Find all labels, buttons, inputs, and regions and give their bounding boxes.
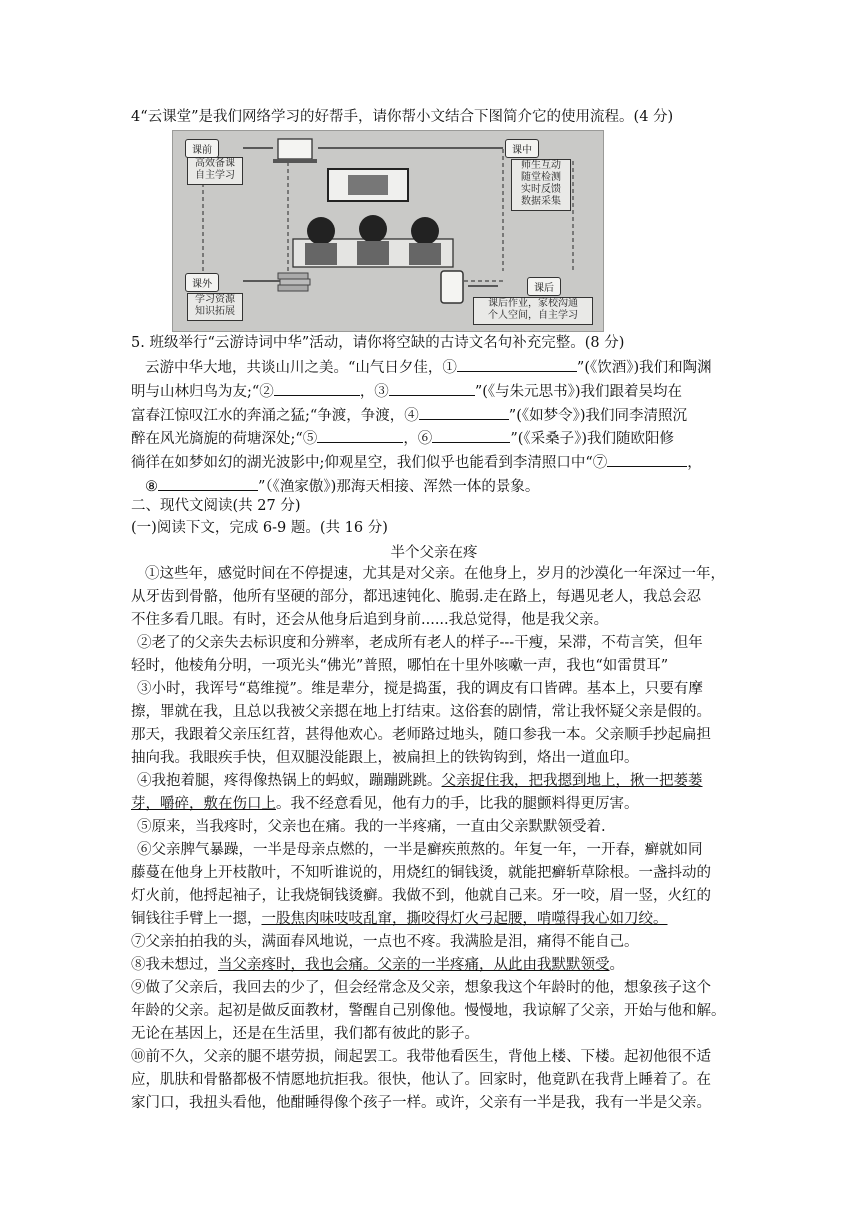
underlined-text: 父亲捉住我，把我摁到地上，揪一把蒌蒌 xyxy=(441,773,703,789)
q5-text: ”(《饮酒》)我们和陶渊 xyxy=(576,360,712,376)
stage-before-line-1: 高效备课 xyxy=(195,158,235,169)
stage-during-line-2: 随堂检测 xyxy=(521,172,561,183)
blank-7[interactable] xyxy=(607,452,687,467)
paragraph-line: ⑦父亲拍拍我的头，满面春风地说，一点也不疼。我满脸是泪，痛得不能自己。 xyxy=(131,934,639,950)
q5-text: ”(《与朱元思书》)我们跟着吴均在 xyxy=(474,384,683,400)
paragraph-line: 藤蔓在他身上开枝散叶，不知听谁说的，用烧红的铜钱烫，就能把癣斩草除根。一盏抖动的 xyxy=(131,865,711,881)
question-4: 4“云课堂”是我们网络学习的好帮手，请你帮小文结合下图简介它的使用流程。(4 分) xyxy=(131,109,674,125)
stage-before-line-2: 自主学习 xyxy=(195,170,235,181)
paragraph-line: ⑨做了父亲后，我回去的少了，但会经常念及父亲，想象我这个年龄时的他，想象孩子这个 xyxy=(131,980,711,996)
paragraph-line: ⑤原来，当我疼时，父亲也在痛。我的一半疼痛，一直由父亲默默领受着. xyxy=(137,819,606,835)
paragraph-line: ②老了的父亲失去标识度和分辨率，老成所有老人的样子---干瘦，呆滞，不苟言笑，但年 xyxy=(137,635,703,651)
paragraph-line: 无论在基因上，还是在生活里，我们都有彼此的影子。 xyxy=(131,1026,479,1042)
paragraph-line: 灯火前，他捋起袖子，让我烧铜钱烫癣。我做不到，他就自己来。牙一咬，眉一竖，火红的 xyxy=(131,888,711,904)
cloud-classroom-figure xyxy=(172,130,604,332)
blank-8[interactable] xyxy=(158,476,258,491)
paragraph-line: ⑩前不久，父亲的腿不堪劳损，闹起罢工。我带他看医生，背他上楼、下楼。起初他很不适 xyxy=(131,1049,711,1065)
q5-line-6 xyxy=(145,476,539,496)
stage-extra-label: 课外 xyxy=(185,273,219,292)
paragraph-line: ⑥父亲脾气暴躁，一半是母亲点燃的，一半是癣疾煎熬的。年复一年，一开春，癣就如同 xyxy=(137,842,703,858)
stage-before-label: 课前 xyxy=(185,139,219,158)
underlined-text: 当父亲疼时，我也会痛。父亲的一半疼痛，从此由我默默领受 xyxy=(218,957,610,973)
text-run: 。 xyxy=(609,957,624,973)
stage-before-box xyxy=(187,157,243,185)
q5-text: ”(《如梦令》)我们同李清照沉 xyxy=(508,408,688,424)
paragraph-line: ①这些年，感觉时间在不停提速，尤其是对父亲。在他身上，岁月的沙漠化一年深过一年， xyxy=(145,566,725,582)
section-2-heading: 二、现代文阅读(共 27 分) xyxy=(131,498,301,514)
blank-6[interactable] xyxy=(432,428,510,443)
q5-text: 徜徉在如梦如幻的湖光波影中;仰观星空，我们似乎也能看到李清照口中“⑦ xyxy=(131,455,608,471)
underlined-text: 一股焦肉味吱吱乱窜，撕咬得灯火弓起腰，啃噬得我心如刀绞。 xyxy=(261,911,668,927)
stage-after-label: 课后 xyxy=(527,277,561,296)
stage-extra-line-1: 学习资源 xyxy=(195,294,235,305)
blank-3[interactable] xyxy=(389,381,475,396)
paragraph-line: ③小时，我诨号“葛维搅”。维是辈分，搅是捣蛋，我的调皮有口皆碑。基本上，只要有摩 xyxy=(137,681,703,697)
q5-line-5 xyxy=(131,452,702,472)
q5-line-4 xyxy=(131,428,674,448)
stage-after-line-1: 课后作业，家校沟通 xyxy=(488,298,578,309)
paragraph-line: 抽向我。我眼疾手快，但双腿没能跟上，被扁担上的铁钩钩到，烙出一道血印。 xyxy=(131,750,639,766)
section-2-subheading: (一)阅读下文，完成 6-9 题。(共 16 分) xyxy=(131,520,388,536)
essay-title: 半个父亲在疼 xyxy=(390,545,478,561)
q5-line-1 xyxy=(145,357,712,377)
blank-1[interactable] xyxy=(457,357,577,372)
stage-during-box xyxy=(511,159,571,211)
paragraph-line: 轻时，他棱角分明，一项光头“佛光”普照，哪怕在十里外咳嗽一声，我也“如雷贯耳” xyxy=(131,658,669,674)
q5-text: 云游中华大地，共谈山川之美。“山气日夕佳，① xyxy=(145,360,457,376)
stage-extra-box xyxy=(187,293,243,321)
q5-line-3 xyxy=(131,405,687,425)
paragraph-line: 家门口，我扭头看他，他酣睡得像个孩子一样。或许，父亲有一半是我，我有一半是父亲。 xyxy=(131,1095,711,1111)
q5-text: ， xyxy=(687,455,702,471)
q5-text: 明与山林归鸟为友;“② xyxy=(131,384,274,400)
paragraph-line: 不住多看几眼。有时，还会从他身后追到身前......我总觉得，他是我父亲。 xyxy=(131,612,609,628)
stage-during-line-3: 实时反馈 xyxy=(521,184,561,195)
paragraph-line: 擦，罪就在我，且总以我被父亲摁在地上打结束。这俗套的剧情，常让我怀疑父亲是假的。 xyxy=(131,704,711,720)
paragraph-line: 应，肌肤和骨骼都极不情愿地抗拒我。很快，他认了。回家时，他竟趴在我背上睡着了。在 xyxy=(131,1072,711,1088)
q5-text: ”(《采桑子》)我们随欧阳修 xyxy=(510,431,675,447)
paragraph-line: 从牙齿到骨骼，他所有坚硬的部分，都迅速钝化、脆弱.走在路上，每遇见老人，我总会忍 xyxy=(131,589,702,605)
stage-during-line-4: 数据采集 xyxy=(521,196,561,207)
stage-after-box xyxy=(473,297,593,325)
paragraph-line: 那天，我跟着父亲压红苕，甚得他欢心。老师路过地头，随口参我一本。父亲顺手抄起扁担 xyxy=(131,727,711,743)
text-run: 铜钱往手臂上一摁， xyxy=(131,911,262,927)
paragraph-line xyxy=(131,795,639,813)
paragraph-line: 年龄的父亲。起初是做反面教材，警醒自己别像他。慢慢地，我谅解了父亲，开始与他和解。 xyxy=(131,1003,726,1019)
underlined-text: 芽，嚼碎，敷在伤口上 xyxy=(131,796,276,812)
text-run: 。我不经意看见，他有力的手，比我的腿颤料得更厉害。 xyxy=(276,796,639,812)
q5-line-2 xyxy=(131,381,682,401)
q5-text: 醉在风光旖旎的荷塘深处;“⑤ xyxy=(131,431,318,447)
paragraph-line xyxy=(131,910,668,928)
paragraph-line xyxy=(131,956,624,974)
stage-during-line-1: 师生互动 xyxy=(521,160,561,171)
paragraph-line xyxy=(137,772,703,790)
q5-text: 富春江惊叹江水的奔涌之猛;“争渡，争渡，④ xyxy=(131,408,419,424)
question-5-title: 5. 班级举行“云游诗词中华”活动，请你将空缺的古诗文名句补充完整。(8 分) xyxy=(131,335,625,351)
q5-text: ⑧ xyxy=(145,479,158,495)
q5-text: ，③ xyxy=(359,384,389,400)
stage-during-label: 课中 xyxy=(505,139,539,158)
stage-after-line-2: 个人空间，自主学习 xyxy=(488,310,578,321)
text-run: ⑧我未想过， xyxy=(131,957,218,973)
blank-4[interactable] xyxy=(419,405,509,420)
blank-2[interactable] xyxy=(274,381,360,396)
q5-text: ，⑥ xyxy=(403,431,433,447)
q5-text: ”（《渔家傲》)那海天相接、浑然一体的景象。 xyxy=(258,479,540,495)
text-run: ④我抱着腿，疼得像热锅上的蚂蚁，蹦蹦跳跳。 xyxy=(137,773,442,789)
blank-5[interactable] xyxy=(317,428,403,443)
stage-extra-line-2: 知识拓展 xyxy=(195,306,235,317)
